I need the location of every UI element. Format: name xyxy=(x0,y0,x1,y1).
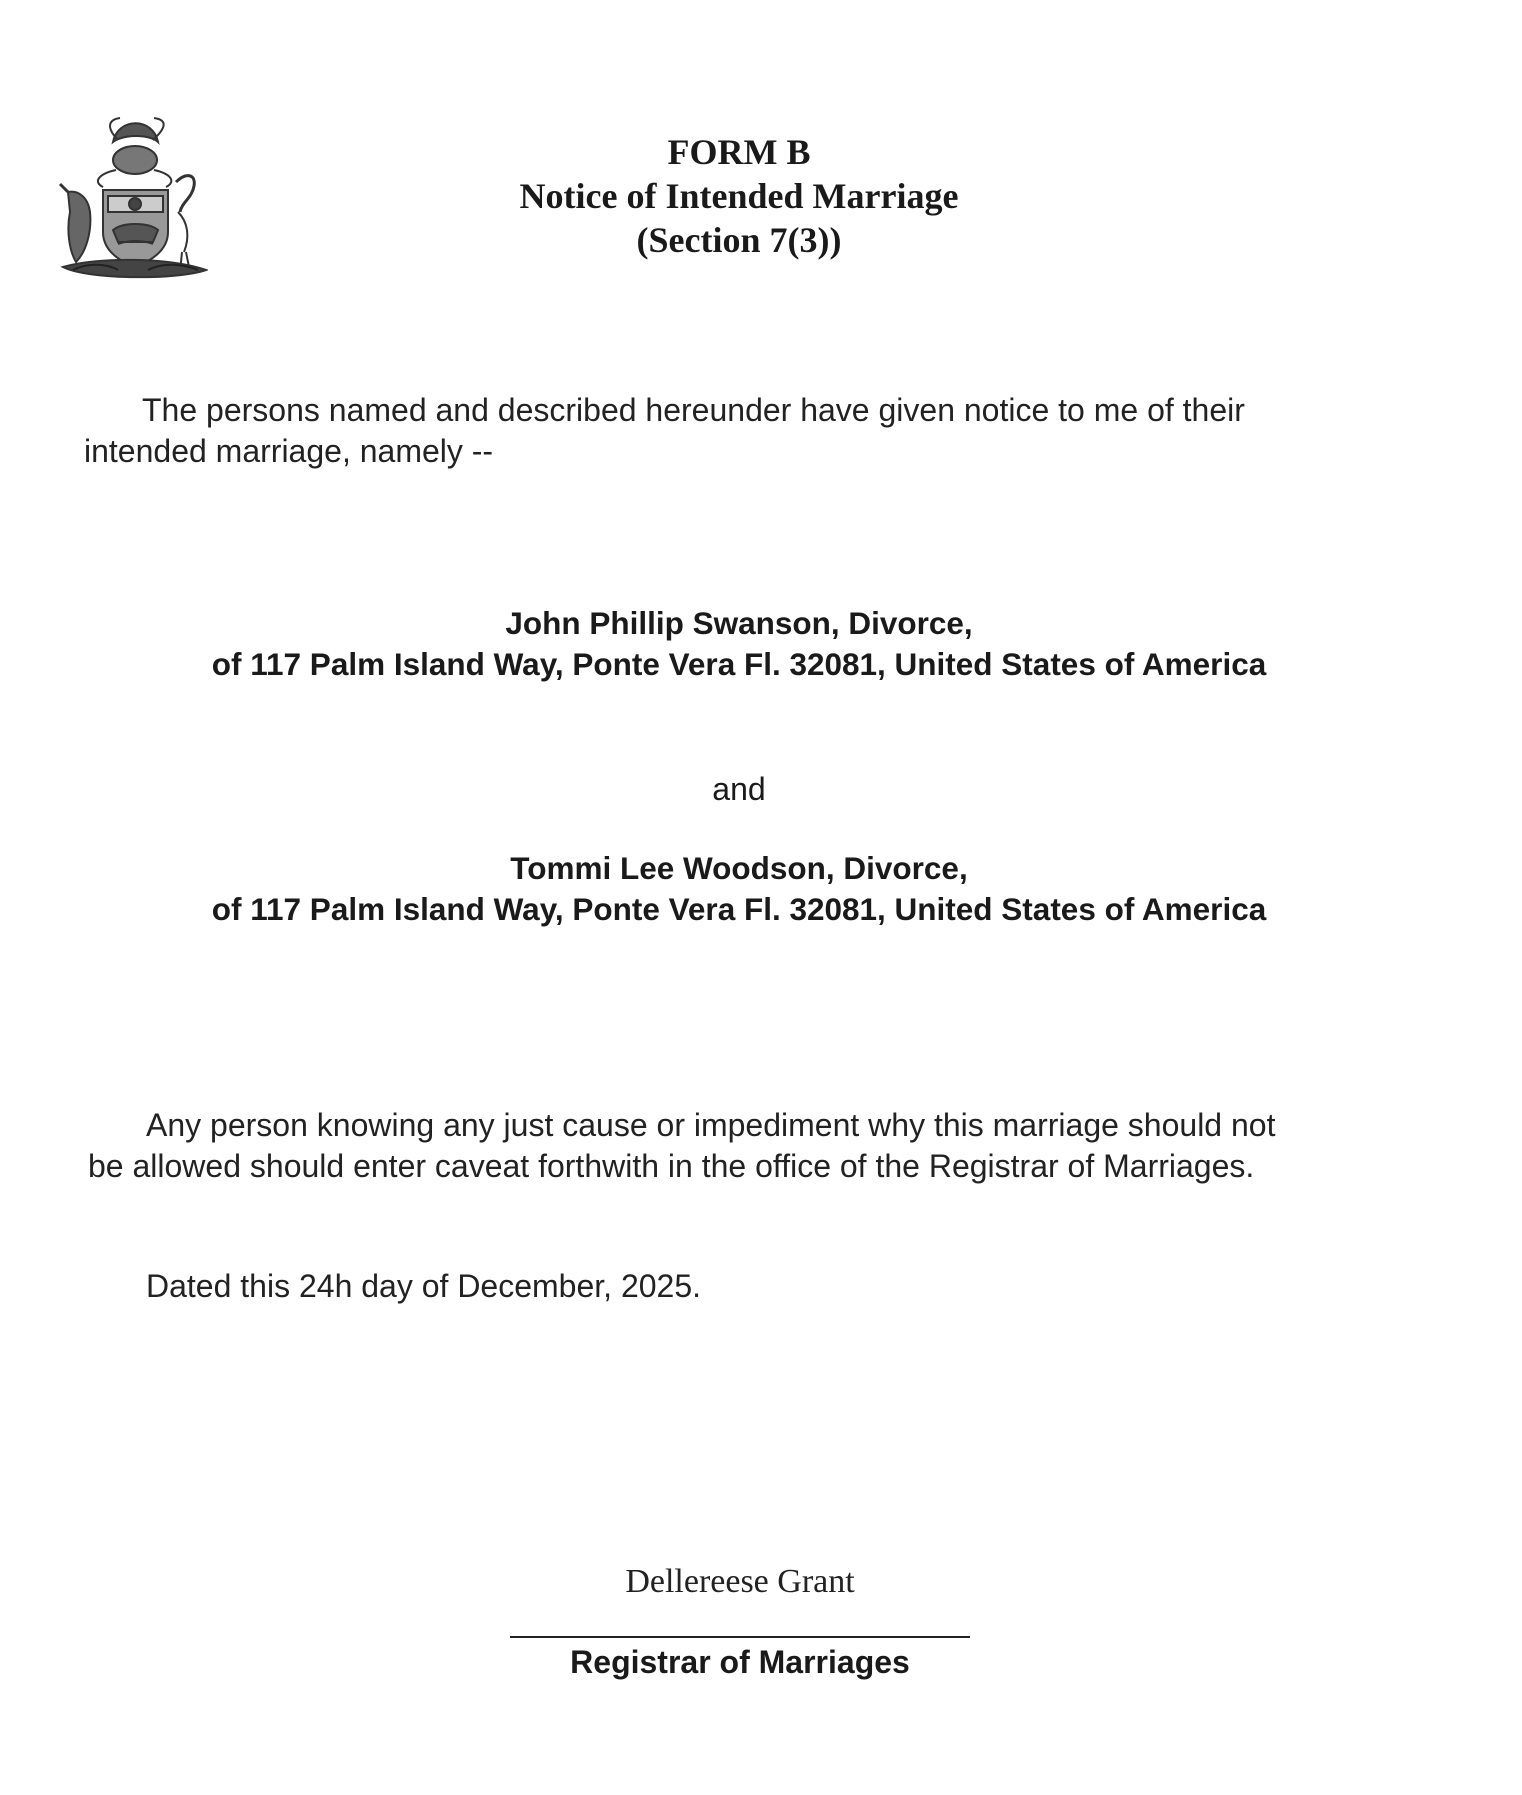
form-section: (Section 7(3)) xyxy=(636,220,842,260)
form-header xyxy=(0,130,1478,262)
conjunction-and: and xyxy=(712,771,766,807)
caveat-line-1: Any person knowing any just cause or impediment why this marriage should not xyxy=(146,1107,1276,1143)
party-one-name: John Phillip Swanson, Divorce, xyxy=(505,605,973,641)
intro-line-1: The persons named and described hereunder have given notice to me of their xyxy=(142,392,1245,428)
intro-line-2: intended marriage, namely -- xyxy=(84,433,494,469)
signatory-title: Registrar of Marriages xyxy=(570,1644,910,1680)
intro-paragraph xyxy=(84,390,1245,472)
caveat-line-2: be allowed should enter caveat forthwith in the office of the Registrar of Marriages. xyxy=(88,1148,1255,1184)
form-title: Notice of Intended Marriage xyxy=(519,176,959,216)
party-two-name: Tommi Lee Woodson, Divorce, xyxy=(510,850,968,886)
signatory-name: Dellereese Grant xyxy=(625,1563,855,1600)
signature-line xyxy=(510,1636,970,1638)
party-two-address: of 117 Palm Island Way, Ponte Vera Fl. 32081, United States of America xyxy=(211,891,1267,927)
dated-line: Dated this 24h day of December, 2025. xyxy=(146,1268,702,1304)
party-one-address: of 117 Palm Island Way, Ponte Vera Fl. 32081, United States of America xyxy=(211,646,1267,682)
party-one xyxy=(0,603,1478,685)
caveat-paragraph xyxy=(88,1105,1275,1187)
form-label: FORM B xyxy=(667,132,811,172)
party-two xyxy=(0,848,1478,930)
